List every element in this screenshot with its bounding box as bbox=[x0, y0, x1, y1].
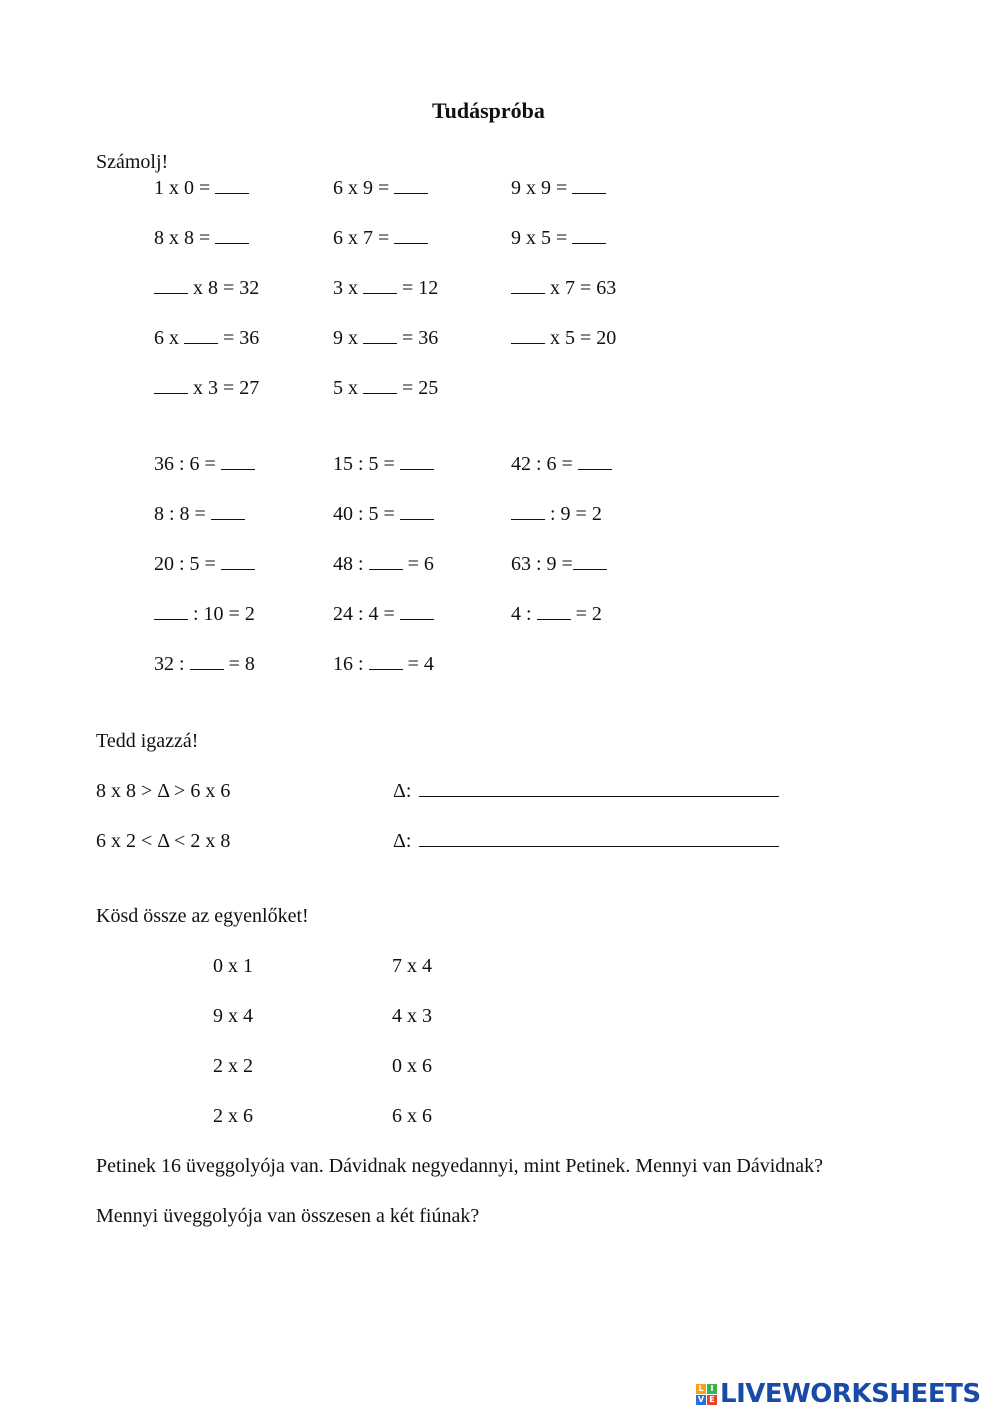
exercise-text: 1 x 0 = bbox=[154, 177, 216, 199]
exercise-text: : 9 = 2 bbox=[545, 503, 602, 525]
math-exercise bbox=[333, 326, 438, 350]
math-exercise bbox=[511, 452, 612, 476]
logo-block: L bbox=[696, 1384, 706, 1394]
math-exercise bbox=[154, 502, 245, 526]
math-exercise bbox=[511, 552, 607, 576]
liveworksheets-logo bbox=[696, 1378, 981, 1410]
math-exercise bbox=[154, 452, 255, 476]
answer-blank[interactable] bbox=[400, 502, 434, 520]
exercise-row bbox=[0, 602, 1000, 628]
answer-blank[interactable] bbox=[573, 552, 607, 570]
logo-blocks-icon bbox=[696, 1384, 717, 1405]
logo-block: E bbox=[707, 1395, 717, 1405]
math-exercise bbox=[154, 176, 249, 200]
logo-block: I bbox=[707, 1384, 717, 1394]
exercise-text: 15 : 5 = bbox=[333, 453, 400, 475]
match-right-item[interactable]: 4 x 3 bbox=[392, 1005, 432, 1027]
inequality-answer bbox=[393, 829, 779, 853]
exercise-text: 9 x 5 = bbox=[511, 227, 573, 249]
exercise-text: 6 x 7 = bbox=[333, 227, 395, 249]
exercise-text: 40 : 5 = bbox=[333, 503, 400, 525]
exercise-text: = 25 bbox=[397, 377, 439, 399]
answer-line[interactable] bbox=[419, 779, 779, 797]
answer-blank[interactable] bbox=[211, 502, 245, 520]
math-exercise bbox=[154, 226, 249, 250]
exercise-text: 63 : 9 = bbox=[511, 553, 573, 575]
exercise-text: 3 x bbox=[333, 277, 363, 299]
answer-blank[interactable] bbox=[400, 602, 434, 620]
exercise-row bbox=[0, 502, 1000, 528]
delta-label: Δ: bbox=[393, 780, 412, 802]
exercise-text: 42 : 6 = bbox=[511, 453, 578, 475]
answer-blank[interactable] bbox=[190, 652, 224, 670]
answer-blank[interactable] bbox=[154, 602, 188, 620]
answer-blank[interactable] bbox=[154, 376, 188, 394]
section-heading-make-true: Tedd igazzá! bbox=[96, 730, 199, 752]
exercise-text: 8 : 8 = bbox=[154, 503, 211, 525]
answer-blank[interactable] bbox=[572, 176, 606, 194]
exercise-text: 9 x 9 = bbox=[511, 177, 573, 199]
math-exercise bbox=[154, 376, 259, 400]
inequality-answer bbox=[393, 779, 779, 803]
math-exercise bbox=[333, 502, 434, 526]
match-right-item[interactable]: 7 x 4 bbox=[392, 955, 432, 977]
answer-blank[interactable] bbox=[578, 452, 612, 470]
exercise-row bbox=[0, 176, 1000, 202]
math-exercise bbox=[511, 226, 606, 250]
exercise-row bbox=[0, 326, 1000, 352]
answer-blank[interactable] bbox=[511, 276, 545, 294]
exercise-text: 20 : 5 = bbox=[154, 553, 221, 575]
exercise-text: 48 : bbox=[333, 553, 369, 575]
answer-blank[interactable] bbox=[221, 452, 255, 470]
section-heading-match-equal: Kösd össze az egyenlőket! bbox=[96, 905, 309, 927]
math-exercise bbox=[333, 602, 434, 626]
exercise-row bbox=[0, 452, 1000, 478]
answer-blank[interactable] bbox=[363, 276, 397, 294]
answer-blank[interactable] bbox=[215, 226, 249, 244]
match-left-item[interactable]: 9 x 4 bbox=[213, 1005, 253, 1027]
answer-blank[interactable] bbox=[369, 652, 403, 670]
delta-label: Δ: bbox=[393, 830, 412, 852]
math-exercise bbox=[511, 176, 606, 200]
match-left-item[interactable]: 0 x 1 bbox=[213, 955, 253, 977]
answer-blank[interactable] bbox=[369, 552, 403, 570]
math-exercise bbox=[333, 552, 434, 576]
word-problem-question: Mennyi üveggolyója van összesen a két fiúnak? bbox=[96, 1205, 480, 1227]
exercise-text: 24 : 4 = bbox=[333, 603, 400, 625]
match-left-item[interactable]: 2 x 2 bbox=[213, 1055, 253, 1077]
exercise-row bbox=[0, 276, 1000, 302]
math-exercise bbox=[154, 552, 255, 576]
exercise-text: : 10 = 2 bbox=[188, 603, 255, 625]
math-exercise bbox=[333, 452, 434, 476]
exercise-text: 36 : 6 = bbox=[154, 453, 221, 475]
exercise-text: 32 : bbox=[154, 653, 190, 675]
exercise-text: x 7 = 63 bbox=[545, 277, 617, 299]
math-exercise bbox=[333, 376, 438, 400]
exercise-text: x 8 = 32 bbox=[188, 277, 260, 299]
math-exercise bbox=[511, 276, 616, 300]
exercise-text: x 3 = 27 bbox=[188, 377, 260, 399]
page-title: Tudáspróba bbox=[432, 98, 545, 123]
exercise-text: = 6 bbox=[402, 553, 434, 575]
exercise-row bbox=[0, 552, 1000, 578]
math-exercise bbox=[154, 602, 255, 626]
exercise-text: = 36 bbox=[218, 327, 260, 349]
exercise-text: 4 : bbox=[511, 603, 537, 625]
exercise-text: = 12 bbox=[397, 277, 439, 299]
math-exercise bbox=[511, 502, 602, 526]
match-left-item[interactable]: 2 x 6 bbox=[213, 1105, 253, 1127]
exercise-text: 16 : bbox=[333, 653, 369, 675]
exercise-row bbox=[0, 226, 1000, 252]
answer-blank[interactable] bbox=[537, 602, 571, 620]
exercise-text: 6 x bbox=[154, 327, 184, 349]
inequality-expression: 8 x 8 > Δ > 6 x 6 bbox=[96, 780, 231, 802]
match-right-item[interactable]: 6 x 6 bbox=[392, 1105, 432, 1127]
math-exercise bbox=[333, 652, 434, 676]
exercise-row bbox=[0, 376, 1000, 402]
answer-blank[interactable] bbox=[184, 326, 218, 344]
answer-blank[interactable] bbox=[221, 552, 255, 570]
answer-blank[interactable] bbox=[215, 176, 249, 194]
math-exercise bbox=[333, 226, 428, 250]
answer-line[interactable] bbox=[419, 829, 779, 847]
exercise-text: = 2 bbox=[570, 603, 602, 625]
answer-blank[interactable] bbox=[394, 176, 428, 194]
logo-text: LIVEWORKSHEETS bbox=[720, 1379, 981, 1409]
math-exercise bbox=[154, 276, 259, 300]
word-problem-question: Petinek 16 üveggolyója van. Dávidnak negyedannyi, mint Petinek. Mennyi van Dávidnak? bbox=[96, 1155, 824, 1177]
math-exercise bbox=[511, 326, 616, 350]
math-exercise bbox=[333, 176, 428, 200]
match-right-item[interactable]: 0 x 6 bbox=[392, 1055, 432, 1077]
inequality-expression: 6 x 2 < Δ < 2 x 8 bbox=[96, 830, 231, 852]
math-exercise bbox=[333, 276, 438, 300]
exercise-row bbox=[0, 652, 1000, 678]
answer-blank[interactable] bbox=[363, 326, 397, 344]
exercise-text: = 4 bbox=[402, 653, 434, 675]
answer-blank[interactable] bbox=[394, 226, 428, 244]
logo-block: V bbox=[697, 1394, 705, 1404]
answer-blank[interactable] bbox=[154, 276, 188, 294]
answer-blank[interactable] bbox=[572, 226, 606, 244]
math-exercise bbox=[154, 652, 255, 676]
answer-blank[interactable] bbox=[511, 326, 545, 344]
math-exercise bbox=[154, 326, 259, 350]
exercise-text: = 8 bbox=[223, 653, 255, 675]
exercise-text: 8 x 8 = bbox=[154, 227, 216, 249]
exercise-text: 9 x bbox=[333, 327, 363, 349]
answer-blank[interactable] bbox=[400, 452, 434, 470]
section-heading-calculate: Számolj! bbox=[96, 151, 169, 173]
exercise-text: x 5 = 20 bbox=[545, 327, 617, 349]
answer-blank[interactable] bbox=[363, 376, 397, 394]
exercise-text: = 36 bbox=[397, 327, 439, 349]
exercise-text: 5 x bbox=[333, 377, 363, 399]
math-exercise bbox=[511, 602, 602, 626]
answer-blank[interactable] bbox=[511, 502, 545, 520]
exercise-text: 6 x 9 = bbox=[333, 177, 395, 199]
